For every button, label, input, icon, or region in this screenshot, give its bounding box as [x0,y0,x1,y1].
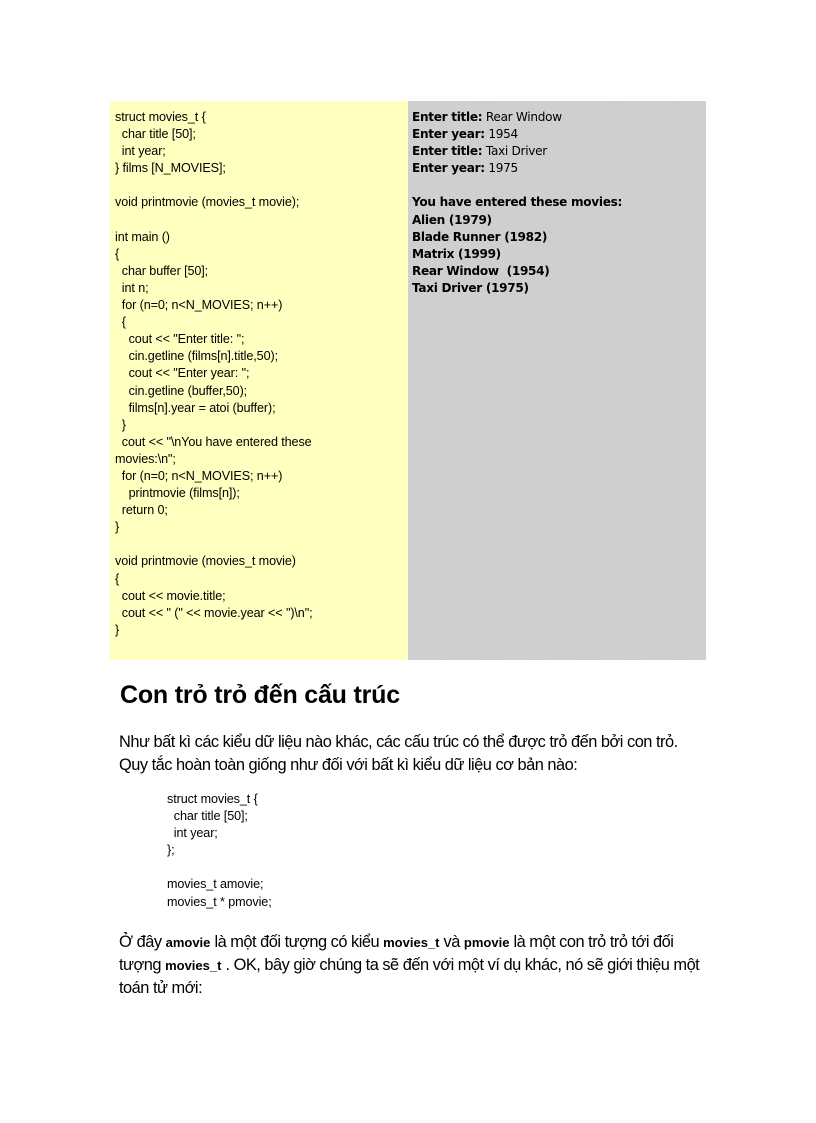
code-example-panel [110,101,706,660]
output-prompt-line: Enter title: Taxi Driver [412,144,547,159]
code-term-pmovie: pmovie [463,935,510,950]
snippet-code-line: int year; [167,826,218,841]
code-line: cout << "Enter year: "; [115,366,250,381]
code-line: void printmovie (movies_t movie); [115,195,300,210]
code-line: } films [N_MOVIES]; [115,161,226,176]
code-term-amovie: amovie [165,935,211,950]
code-line: void printmovie (movies_t movie) [115,554,296,569]
code-line: struct movies_t { [115,110,206,124]
code-line: for (n=0; n<N_MOVIES; n++) [115,298,283,313]
output-prompts [412,109,706,177]
code-line: char buffer [50]; [115,263,209,278]
output-movie-line: Rear Window (1954) [412,263,550,278]
source-code-column [110,101,408,660]
code-line: int year; [115,144,166,159]
struct-pointer-code-snippet [167,791,272,911]
snippet-code-line: movies_t * pmovie; [167,894,272,909]
snippet-code-line: char title [50]; [167,809,248,824]
code-line: return 0; [115,503,168,518]
code-line: { [115,315,126,330]
code-line: { [115,571,120,586]
source-code-lines [115,109,408,639]
section-heading: Con trỏ trỏ đến cấu trúc [120,681,400,709]
code-line: cout << " (" << movie.year << ")\n"; [115,605,313,620]
output-blank-line [412,177,706,194]
code-line: int main () [115,229,170,244]
code-line: cout << movie.title; [115,588,226,603]
code-line [115,212,408,229]
code-line [115,536,408,553]
code-line: int n; [115,280,149,295]
explanation-paragraph: Ở đây amovie là một đối tượng có kiểu movies_t và pmovie là một con trỏ trỏ tới đối tượng movies_t . OK, bây giờ chúng ta sẽ đến với một ví dụ khác, nó sẽ giới thiệu một toán tử mới: [119,933,700,997]
output-summary-heading: You have entered these movies: [412,195,623,210]
code-term-movies-t: movies_t [383,935,440,950]
code-line: films[n].year = atoi (buffer); [115,400,276,415]
code-line: } [115,417,126,432]
intro-paragraph: Như bất kì các kiểu dữ liệu nào khác, các cấu trúc có thể được trỏ đến bởi con trỏ. Quy tắc hoàn toàn giống như đối với bất kì kiểu dữ liệu cơ bản nào: [119,733,678,774]
code-line: printmovie (films[n]); [115,486,240,501]
code-line: cin.getline (buffer,50); [115,383,248,398]
code-line: char title [50]; [115,127,196,142]
snippet-code-line: movies_t amovie; [167,877,264,892]
output-prompt-line: Enter title: Rear Window [412,110,562,124]
output-prompt-line: Enter year: 1954 [412,127,518,142]
code-line: } [115,520,120,535]
snippet-code-line: }; [167,843,175,858]
code-line: cin.getline (films[n].title,50); [115,349,278,364]
code-line: } [115,622,120,637]
snippet-code-line [167,859,272,876]
output-movie-line: Blade Runner (1982) [412,229,548,244]
output-prompt-line: Enter year: 1975 [412,161,518,176]
code-term-movies-t-2: movies_t [165,958,222,973]
output-movie-line: Matrix (1999) [412,246,501,261]
snippet-code-line: struct movies_t { [167,792,258,806]
output-movie-list [412,212,706,297]
output-movie-line: Taxi Driver (1975) [412,280,529,295]
code-line: cout << "Enter title: "; [115,332,245,347]
program-output-column [408,101,706,660]
code-line: movies:\n"; [115,451,176,466]
code-line: for (n=0; n<N_MOVIES; n++) [115,468,283,483]
code-line: { [115,246,120,261]
code-line [115,177,408,194]
output-movie-line: Alien (1979) [412,212,492,227]
code-line: cout << "\nYou have entered these [115,434,312,449]
